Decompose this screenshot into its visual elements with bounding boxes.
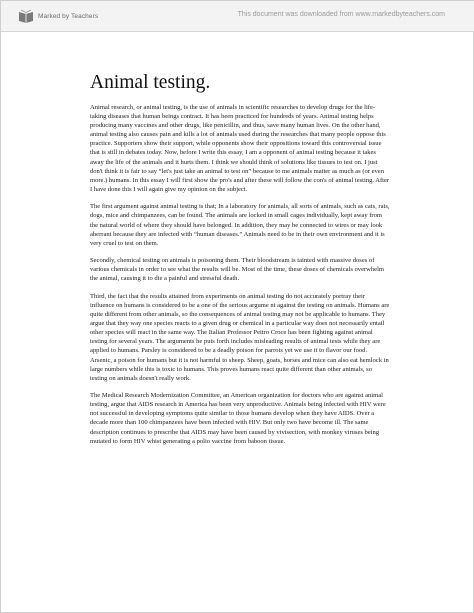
marked-by-teachers-logo[interactable]: [18, 8, 98, 24]
book-icon: [18, 8, 34, 24]
document-title: Animal testing.: [90, 72, 211, 93]
header-bar: [1, 1, 474, 32]
paragraph-2: The first argument against animal testing is that; In a laboratory for animals, all sorts of animals, such as cats, rats, dogs, mice and chimpanzees, can be found. The animals are locked in small cages individually, kept away from the natural world of where they should have belonged. In addition, they may be connected to wires or may look aberrant because they are infected with “human diseases.” Animals need to be in their own environment and it is very cruel to test on them.: [90, 203, 390, 247]
paragraph-4: Third, the fact that the results attained from experiments on animal testing do not accurately portray their influence on humans is considered to be a one of the serious argume nt against the testing on animals. Humans are quite different from other animals, so the consequences of animal testing may not be applicable to humans. They argue that they way one species reacts to a given drug or chemical in a particular way does not necessarily entail other species will react in the same way. The Italian Professor Peitro Croce has been fighting against animal testing for several years. The arguments he puts forth includes misleading results of animal tests while they are applied to humans. Parsley is considered to be a deadly poison for parrots yet we use it to flavor our food. Arsenic, a poison for humans but it is not harmful to sheep. Sheep, goats, horses and mice can also eat hemlock in large numbers while this is toxic to humans. This proves humans react quite different than other animals, so testing on animals doesn't really work.: [90, 292, 390, 382]
download-note: This document was downloaded from www.markedbyteachers.com: [237, 11, 445, 18]
paragraph-1: Animal research, or animal testing, is the use of animals in scientific researches to develop drugs for the life-taking diseases that human beings contract. It has been practiced for hundreds of years. Animal testing helps producing many vaccines and other drugs, like penicillin, and thus, save many human lives. On the other hand, animal testing also causes pain and kills a lot of animals used during the researches that many people oppose this practice. Supporters show their support, while opponents show their oppositions toward this controversial issue that is still in debates today. Now, before I write this essay, I am a opponent of animal testing because it takes away the life of the animals and it hurts them. I think we should think of solutions like tissues to test on. I just don't think it is fair to say “let's just take an animal to test on” because to me animals matter as much as (or even more.) humans. In this essay I will first show the pro's and after these will follow the con's of animal testing. After I have done this I will again give my opinion on the subject.: [90, 104, 390, 193]
logo-text: Marked by Teachers: [38, 12, 99, 20]
paragraph-3: Secondly, chemical testing on animals is poisoning them. Their bloodstream is tainted with massive doses of various chemicals in order to see what the results will be. Most of the time, these doses of chemicals overwhelm the animal, causing it to die a painful and stressful death.: [90, 257, 384, 283]
paragraph-5: The Medical Research Modernization Committee, an American organization for doctors who are against animal testing, argue that AIDS research in America has been very unproductive. Animals being infected with HIV were not successful in developing symptoms quite similar to those humans develop when they have AIDS. Over a decade more than 100 chimpanzees have been infected with HIV. But only two have become ill. The same description continues to prescribe that AIDS may have been caused by vivisection, with monkey viruses being mutated to form HIV whist generating a polio vaccine from baboon tissue.: [90, 392, 386, 445]
document-body: [90, 72, 390, 454]
